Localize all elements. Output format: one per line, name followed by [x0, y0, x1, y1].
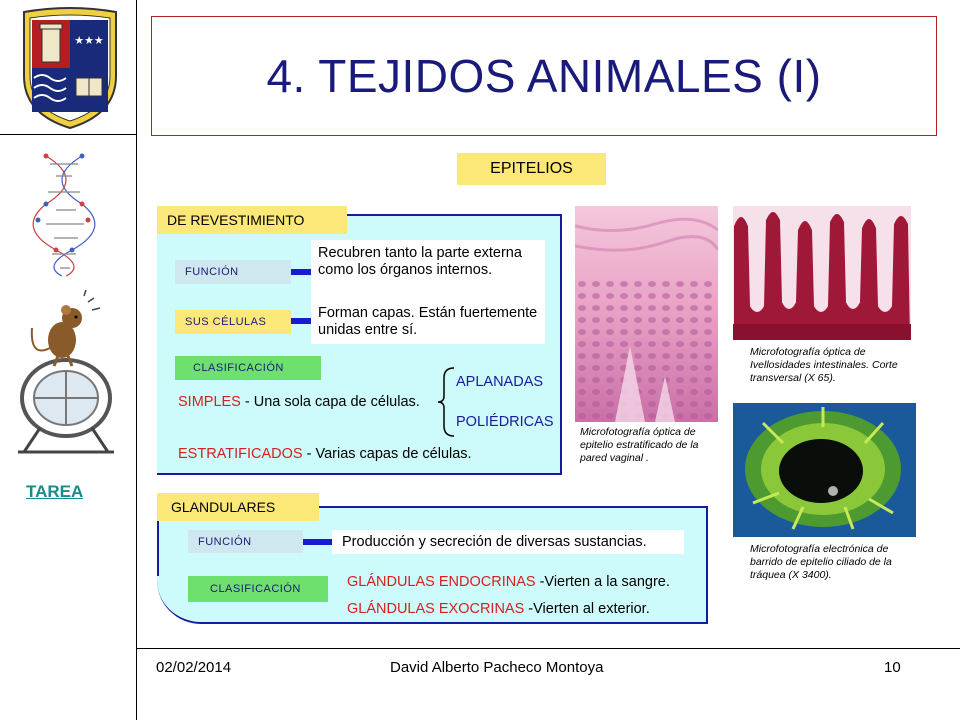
footer-author: David Alberto Pacheco Montoya: [390, 659, 604, 676]
simples-line: [178, 394, 420, 410]
endocrinas-term: GLÁNDULAS ENDOCRINAS: [347, 574, 536, 590]
school-crest-logo: [20, 6, 120, 130]
glandulares-funcion-label: FUNCIÓN: [188, 530, 303, 553]
revestimiento-clasificacion-label: CLASIFICACIÓN: [175, 356, 321, 380]
simples-term: SIMPLES: [178, 394, 241, 410]
revestimiento-funcion-label: FUNCIÓN: [175, 260, 291, 284]
exocrinas-term: GLÁNDULAS EXOCRINAS: [347, 601, 525, 617]
glandulares-header: GLANDULARES: [157, 493, 319, 521]
intestinal-villi-micrograph: [733, 206, 911, 340]
revestimiento-celulas-label: SUS CÉLULAS: [175, 310, 291, 334]
endocrinas-desc: -Vierten a la sangre.: [535, 574, 670, 590]
footer-page-number: 10: [884, 659, 901, 676]
revestimiento-header: DE REVESTIMIENTO: [157, 206, 347, 234]
footer-divider: [136, 648, 960, 649]
slide-title: 4. TEJIDOS ANIMALES (I): [266, 50, 822, 102]
trachea-micrograph-caption: Microfotografía electrónica de barrido de epitelio ciliado de la tráquea (X 3400).: [750, 543, 892, 581]
mouse-running-wheel-illustration: [10, 288, 122, 456]
sidebar-divider: [136, 0, 137, 720]
celulas-connector: [291, 318, 313, 324]
title-box: [151, 16, 937, 136]
glandulares-funcion-text: Producción y secreción de diversas sustancias.: [332, 530, 684, 554]
logo-divider: [0, 134, 137, 135]
exocrinas-desc: -Vierten al exterior.: [524, 601, 650, 617]
classification-brace: [436, 366, 456, 438]
vaginal-epithelium-micrograph: [575, 206, 718, 422]
estratificados-term: ESTRATIFICADOS: [178, 446, 303, 462]
intestinal-micrograph-caption: Microfotografía óptica de Ivellosidades intestinales. Corte transversal (X 65).: [750, 346, 898, 384]
vaginal-micrograph-caption: Microfotografía óptica de epitelio estratificado de la pared vaginal .: [580, 426, 699, 464]
footer-date: 02/02/2014: [156, 659, 232, 676]
exocrinas-line: [347, 601, 650, 617]
aplanadas-option: APLANADAS: [456, 374, 544, 390]
endocrinas-line: [347, 574, 670, 590]
revestimiento-funcion-text: Recubren tanto la parte externa como los órganos internos.: [318, 245, 522, 278]
simples-desc: - Una sola capa de células.: [240, 394, 420, 410]
svg-text:★★★: ★★★: [74, 34, 104, 47]
estratificados-desc: - Varias capas de células.: [302, 446, 472, 462]
glandulares-clasificacion-label: CLASIFICACIÓN: [188, 576, 328, 602]
glandulares-funcion-connector: [303, 539, 333, 545]
tarea-link[interactable]: TAREA: [26, 482, 84, 501]
revestimiento-celulas-text: Forman capas. Están fuertemente unidas entre sí.: [318, 305, 538, 338]
funcion-connector: [291, 269, 313, 275]
dna-molecule-illustration: [26, 150, 104, 278]
trachea-cilia-sem-micrograph: [733, 403, 916, 537]
epitelios-heading: EPITELIOS: [457, 153, 606, 185]
poliedricas-option: POLIÉDRICAS: [456, 414, 554, 430]
estratificados-line: [178, 446, 472, 462]
